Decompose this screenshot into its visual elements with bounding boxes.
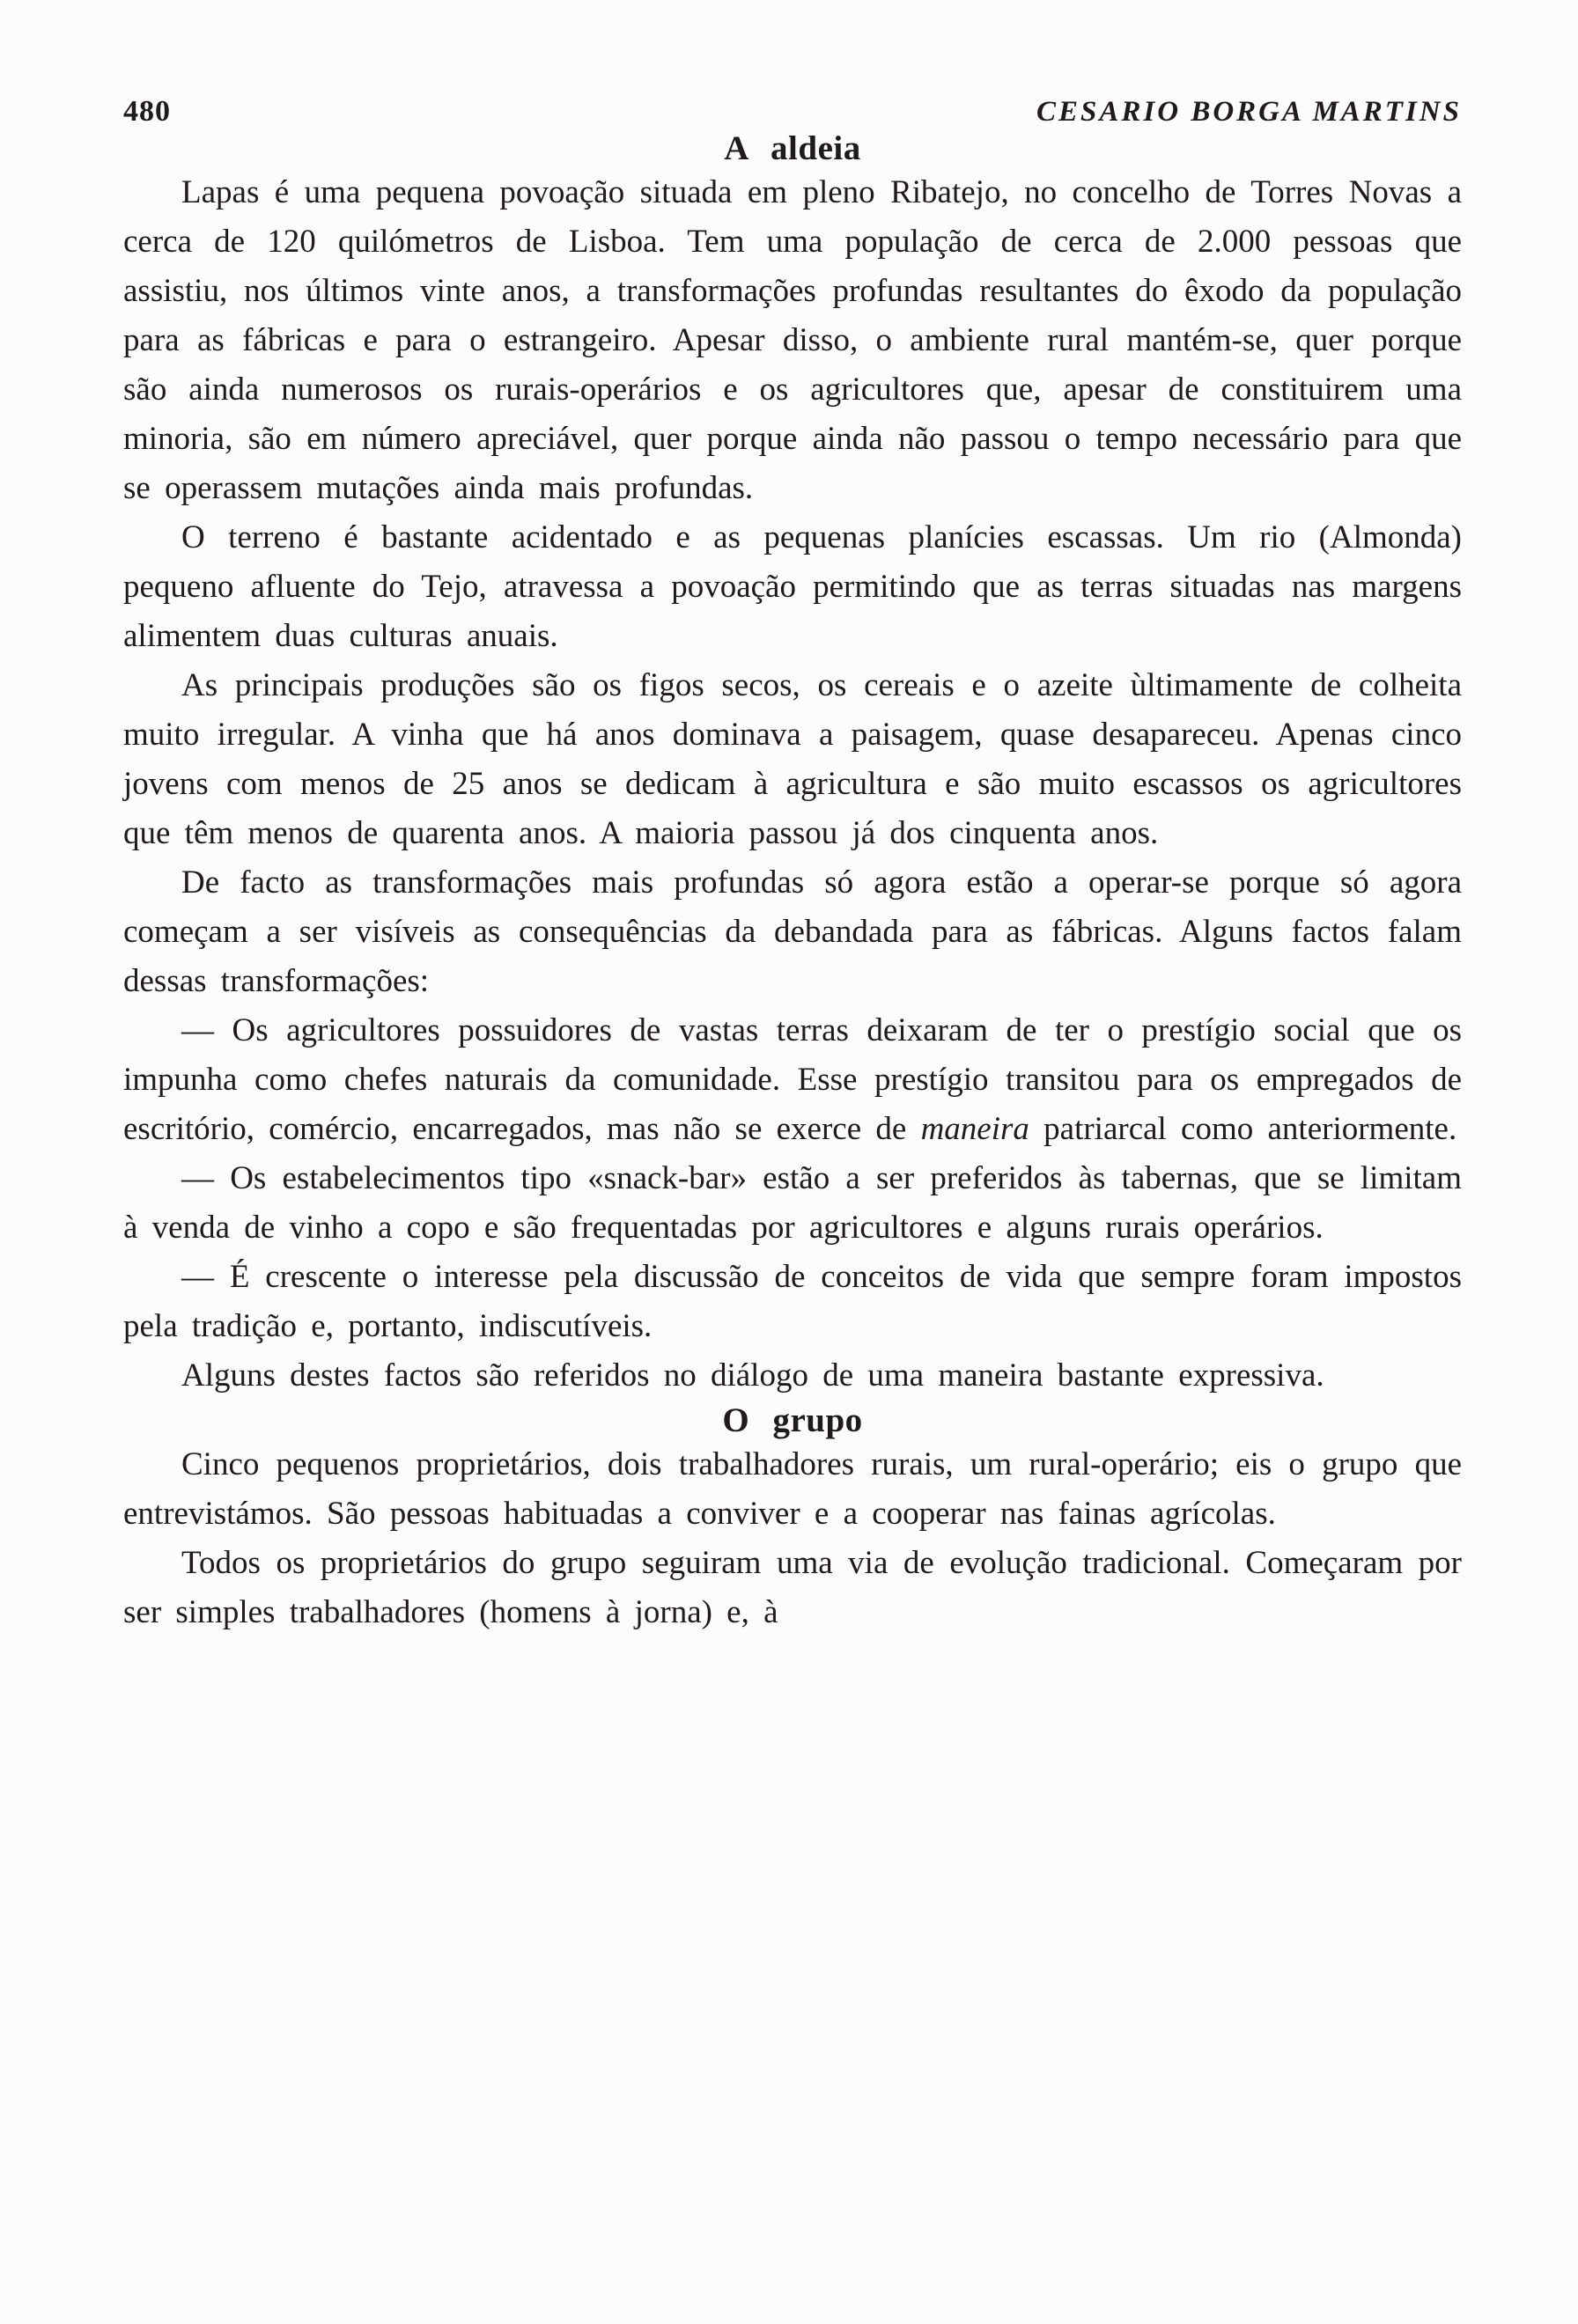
paragraph-aldeia-2: O terreno é bastante acidentado e as pequenas planícies escassas. Um rio (Almonda) pequeno afluente do Tejo, atravessa a povoação permitindo que as terras situadas nas margens alimentem duas culturas anuais. <box>123 519 1462 654</box>
paragraph-grupo-2: Todos os proprietários do grupo seguiram uma via de evolução tradicional. Começaram por ser simples trabalhadores (homens à jorna) e, à <box>123 1545 1462 1630</box>
paragraph-aldeia-5-text: — Os agricultores possuidores de vastas terras deixaram de ter o prestígio social que os impunha como chefes naturais da comunidade. Esse prestígio transitou para os empregados de escritório, comércio, encarregados, mas não se exerce de <box>123 1012 1462 1147</box>
running-header-author: CESARIO BORGA MARTINS <box>1036 96 1462 128</box>
paragraph-aldeia-8: Alguns destes factos são referidos no diálogo de uma maneira bastante expressiva. <box>181 1357 1324 1394</box>
paragraph-aldeia-4: De facto as transformações mais profundas só agora estão a operar-se porque só agora começam a ser visíveis as consequências da debandada para as fábricas. Alguns factos falam dessas transformações: <box>123 864 1462 999</box>
section-heading-a-aldeia: A aldeia <box>724 129 861 167</box>
section-a-aldeia <box>123 168 1462 1401</box>
paragraph-aldeia-5 <box>123 1006 1462 1154</box>
paragraph-grupo-1: Cinco pequenos proprietários, dois trabalhadores rurais, um rural-operário; eis o grupo que entrevistámos. São pessoas habituadas a conviver e a cooperar nas fainas agrícolas. <box>123 1446 1462 1532</box>
paragraph-aldeia-1: Lapas é uma pequena povoação situada em pleno Ribatejo, no concelho de Torres Novas a cerca de 120 quilómetros de Lisboa. Tem uma população de cerca de 2.000 pessoas que assistiu, nos últimos vinte anos, a transformações profundas resultantes do êxodo da população para as fábricas e para o estrangeiro. Apesar disso, o ambiente rural mantém-se, quer porque são ainda numerosos os rurais-operários e os agricultores que, apesar de constituirem uma minoria, são em número apreciável, quer porque ainda não passou o tempo necessário para que se operassem mutações ainda mais profundas. <box>123 174 1462 506</box>
paragraph-aldeia-6: — Os estabelecimentos tipo «snack-bar» estão a ser preferidos às tabernas, que se limitam à venda de vinho a copo e são frequentadas por agricultores e alguns rurais operários. <box>123 1160 1462 1246</box>
paragraph-aldeia-7: — É crescente o interesse pela discussão de conceitos de vida que sempre foram impostos pela tradição e, portanto, indiscutíveis. <box>123 1259 1462 1344</box>
paragraph-aldeia-5-italic-word: maneira <box>920 1111 1029 1147</box>
page-number: 480 <box>123 95 171 128</box>
paragraph-aldeia-3: As principais produções são os figos secos, os cereais e o azeite ùltimamente de colheita muito irregular. A vinha que há anos dominava a paisagem, quase desapareceu. Apenas cinco jovens com menos de 25 anos se dedicam à agricultura e são muito escassos os agricultores que têm menos de quarenta anos. A maioria passou já dos cinquenta anos. <box>123 667 1462 851</box>
running-head <box>123 95 1462 129</box>
section-o-grupo <box>123 1440 1462 1637</box>
section-heading-o-grupo: O grupo <box>722 1401 863 1439</box>
paragraph-aldeia-5-text-cont: patriarcal como anteriormente. <box>1029 1111 1457 1147</box>
